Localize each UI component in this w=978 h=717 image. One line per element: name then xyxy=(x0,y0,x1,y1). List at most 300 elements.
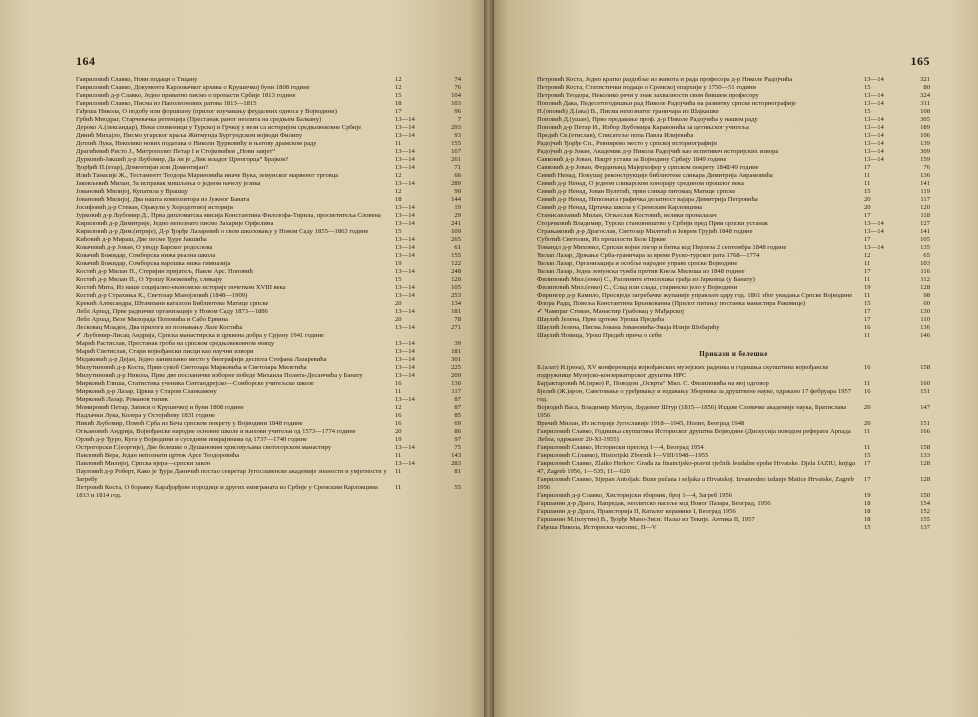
entry-volume: 16 xyxy=(864,364,871,371)
index-entry xyxy=(76,132,461,140)
entry-title: Кириловић д-р Димитрије, Једно непознато писмо Захарије Орфелина xyxy=(76,220,274,227)
entry-title: Фирингер д-р Камило, Просвједе загребачке жупаније управљен цару год. 1861 због укидања Српске Војводине xyxy=(537,292,853,299)
entry-page: 136 xyxy=(920,172,930,179)
entry-page: 158 xyxy=(920,364,930,371)
entry-volume: 13—14 xyxy=(864,100,884,107)
index-entry xyxy=(76,484,461,500)
entry-page: 135 xyxy=(920,244,930,251)
entry-page: 86 xyxy=(454,428,461,435)
entry-page: 261 xyxy=(451,156,461,163)
entry-volume: 15 xyxy=(864,188,871,195)
entry-page: 144 xyxy=(451,196,461,203)
index-entry xyxy=(537,236,930,244)
index-entry xyxy=(76,212,461,220)
entry-page: 105 xyxy=(920,236,930,243)
entry-volume: 16 xyxy=(864,324,871,331)
index-entry xyxy=(537,460,930,476)
entry-volume: 11 xyxy=(395,468,402,475)
entry-volume: 13—14 xyxy=(395,204,415,211)
index-list-left xyxy=(76,76,461,500)
entry-title: Грбић Миодраг, Старчевачка ретенција (Престанак раног неолита на средњем Балкану) xyxy=(76,116,322,123)
entry-title: Поповић Дака, Педесетогодишњи рад Николе Радојчића на развитку српске историографије xyxy=(537,100,797,107)
entry-volume: 13—14 xyxy=(864,148,884,155)
entry-title: Дурковић-Јакшић д-р Љубомир, Да ли је „Лик младог Црногорца“ Брајков? xyxy=(76,156,289,163)
index-entry xyxy=(537,100,930,108)
entry-title: Гаршанин М.(илутин) В., Ђорђе Мано-Зиси: Налаз из Текије. Антика II, 1957 xyxy=(537,516,755,523)
entry-volume: 16 xyxy=(395,380,402,387)
entry-title: Острогорски Г.(еоргије), Две белешке о Душановим хрисовуљама светогорском манастиру xyxy=(76,444,332,451)
entry-page: 143 xyxy=(451,452,461,459)
entry-page: 167 xyxy=(451,148,461,155)
entry-title: Филиповић Мил.(енко) С., Слад или слада, старинско јело у Војводини xyxy=(537,284,738,291)
entry-page: 109 xyxy=(451,228,461,235)
entry-title: Никић Љубомир, Помоћ Срба из Беча српском покрету у Војводини 1848 године xyxy=(76,420,303,427)
entry-volume: 13—14 xyxy=(395,148,415,155)
entry-page: 146 xyxy=(920,332,930,339)
entry-title: Ћелап Лазар, Организација и особље народне управе српске Војводине xyxy=(537,260,738,267)
index-entry xyxy=(537,132,930,140)
entry-page: 301 xyxy=(451,356,461,363)
entry-page: 181 xyxy=(451,348,461,355)
entry-page: 122 xyxy=(451,260,461,267)
index-entry xyxy=(76,380,461,388)
entry-page: 103 xyxy=(920,260,930,267)
index-entry xyxy=(537,260,930,268)
index-entry xyxy=(76,188,461,196)
entry-volume: 13—14 xyxy=(395,444,415,451)
entry-page: 29 xyxy=(454,212,461,219)
index-entry xyxy=(537,92,930,100)
entry-page: 305 xyxy=(920,116,930,123)
index-entry xyxy=(76,452,461,460)
index-entry xyxy=(537,220,930,228)
entry-volume: 13—14 xyxy=(864,220,884,227)
index-entry xyxy=(537,452,930,460)
entry-page: 160 xyxy=(920,380,930,387)
entry-title: Ђорђић П.(етар), Доментијан или Доментијан? xyxy=(76,164,208,171)
entry-title: Јурковић д-р Љубомир Д., Прва дипломатска мисија Константина Филозофа-Тирила, просветитеља Словена xyxy=(76,212,381,219)
entry-page: 265 xyxy=(451,236,461,243)
entry-page: 189 xyxy=(920,124,930,131)
index-entry xyxy=(76,460,461,468)
entry-volume: 20 xyxy=(864,204,871,211)
entry-title: Петровић Коста, Статистички подаци о Сремској епархији у 1750—51 години xyxy=(537,84,756,91)
entry-page: 55 xyxy=(454,484,461,491)
index-entry xyxy=(76,340,461,348)
entry-title: Б.(алат) И.(рена), XV конференција војвођанских музејских радника и годишња скупштина војвођанске подружнице Музејско-конзерваторског друштва НРС xyxy=(537,364,829,379)
entry-page: 80 xyxy=(923,84,930,91)
index-entry xyxy=(76,204,461,212)
index-entry xyxy=(76,420,461,428)
entry-volume: 17 xyxy=(864,316,871,323)
index-entry xyxy=(537,116,930,124)
entry-page: 309 xyxy=(920,148,930,155)
entry-volume: 11 xyxy=(864,180,871,187)
entry-page: 117 xyxy=(920,196,930,203)
entry-title: Гавриловић д-р Славко, Једно приватно писмо о пропасти Србије 1813 године xyxy=(76,92,296,99)
entry-title: Ковачић Божидар, Сомборска нижа реална школа xyxy=(76,252,216,259)
entry-title: Станисављевић Милан, Огњеслав Костовић, велики проналазач xyxy=(537,212,717,219)
index-entry xyxy=(76,100,461,108)
entry-title: Марић Растислав, Престанак гроба на српском средњовековном новцу xyxy=(76,340,275,347)
index-entry xyxy=(76,92,461,100)
entry-volume: 13—14 xyxy=(395,220,415,227)
entry-page: 133 xyxy=(920,452,930,459)
index-entry xyxy=(537,388,930,404)
entry-page: 134 xyxy=(451,300,461,307)
entry-title: Костић Мита, Из наше социјално-економске историје почетком XVIII века xyxy=(76,284,286,291)
entry-volume: 16 xyxy=(395,412,402,419)
entry-page: 19 xyxy=(454,204,461,211)
entry-title: ✓ Љубомир-Лисац Андрија, Српска манастирска и црквена добра у Срјему 1941 године xyxy=(76,332,324,339)
index-entry xyxy=(537,476,930,492)
entry-volume: 17 xyxy=(864,212,871,219)
entry-page: 136 xyxy=(920,324,930,331)
entry-title: Филиповић Мил.(енко) С., Разлините етнолошка грађа из Јарковца (у Банату) xyxy=(537,276,755,283)
entry-volume: 11 xyxy=(864,172,871,179)
entry-volume: 13—14 xyxy=(864,92,884,99)
index-entry xyxy=(537,500,930,508)
index-entry xyxy=(76,332,461,340)
entry-volume: 13—14 xyxy=(864,76,884,83)
index-entry xyxy=(537,108,930,116)
entry-volume: 17 xyxy=(864,268,871,275)
entry-volume: 13—14 xyxy=(395,364,415,371)
entry-volume: 19 xyxy=(864,492,871,499)
right-page xyxy=(489,0,978,717)
entry-volume: 15 xyxy=(395,92,402,99)
entry-volume: 11 xyxy=(864,292,871,299)
entry-volume: 17 xyxy=(864,460,871,467)
entry-volume: 13—14 xyxy=(864,132,884,139)
entry-title: Војводић Васа, Владимир Матула, Људевит Штур (1815—1856) Издаве Словачке академије наука, Братислава 1956 xyxy=(537,404,847,419)
entry-page: 248 xyxy=(451,268,461,275)
entry-volume: 15 xyxy=(864,452,871,459)
entry-page: 151 xyxy=(920,388,930,395)
entry-volume: 20 xyxy=(395,316,402,323)
index-entry xyxy=(76,292,461,300)
entry-volume: 13—14 xyxy=(864,244,884,251)
entry-volume: 19 xyxy=(395,260,402,267)
entry-page: 141 xyxy=(920,180,930,187)
entry-title: Лебл Арпад, Прве радничке организације у Новом Саду 1873—1886 xyxy=(76,308,268,315)
entry-volume: 15 xyxy=(864,300,871,307)
entry-volume: 13—14 xyxy=(395,252,415,259)
entry-page: 241 xyxy=(451,220,461,227)
entry-title: Медаковић д-р Дејан, Једно занимљиво место у биографији деспота Стефана Лазаревића xyxy=(76,356,327,363)
index-entry xyxy=(537,180,930,188)
index-entry xyxy=(76,76,461,84)
entry-page: 87 xyxy=(454,404,461,411)
entry-title: Павловић Вера, Један непознати цртеж Арсе Теодоровића xyxy=(76,452,240,459)
entry-title: Савковић д-р Јован, Нацрт устава за Војводину Србију 1849 године xyxy=(537,156,727,163)
entry-title: Ковачић Божидар, Сомборска варошка нижа гимназија xyxy=(76,260,231,267)
entry-title: Дероко А.(лександар), Неки споменици у Турској и Грчкој у вези са историјом средњовековне Србије xyxy=(76,124,362,131)
entry-volume: 15 xyxy=(864,524,871,531)
index-list-reviews xyxy=(537,364,930,532)
entry-title: Орлић д-р Ђуро, Куга у Војводини и суседним покрајинама од 1737—1740 године xyxy=(76,436,307,443)
entry-volume: 13—14 xyxy=(864,140,884,147)
entry-page: 155 xyxy=(920,516,930,523)
entry-volume: 13—14 xyxy=(395,268,415,275)
entry-volume: 17 xyxy=(864,308,871,315)
entry-title: Радојчић д-р Јован, Академик д-р Никола Радојчић као испитивач историјских извора xyxy=(537,148,779,155)
index-entry xyxy=(537,292,930,300)
entry-volume: 18 xyxy=(864,516,871,523)
entry-title: Флора Радц, Повеља Константина Брънкованиа (Прилог питању постанка манастира Раковице) xyxy=(537,300,806,307)
entry-page: 150 xyxy=(920,492,930,499)
entry-volume: 13—14 xyxy=(395,396,415,403)
entry-title: Стојачковић Владимир, Турско становништво у Србији пред Први српски устанак xyxy=(537,220,768,227)
index-entry xyxy=(76,268,461,276)
entry-volume: 13—14 xyxy=(395,356,415,363)
index-entry xyxy=(537,428,930,444)
index-entry xyxy=(76,148,461,156)
index-entry xyxy=(537,276,930,284)
index-entry xyxy=(76,348,461,356)
entry-title: Надлачки Лука, Колера у Остојићеву 1831 године xyxy=(76,412,215,419)
entry-volume: 11 xyxy=(395,140,402,147)
entry-volume: 13—14 xyxy=(864,228,884,235)
index-entry xyxy=(537,420,930,428)
index-entry xyxy=(537,324,930,332)
index-entry xyxy=(76,196,461,204)
section-heading: Прикази и белешке xyxy=(699,350,768,358)
index-entry xyxy=(537,364,930,380)
entry-volume: 17 xyxy=(864,164,871,171)
entry-volume: 13—14 xyxy=(395,348,415,355)
entry-volume: 13—14 xyxy=(395,156,415,163)
entry-title: Страњаковић д-р Драгослав, Светозар Милетић и Јеврем Грујић 1848 године xyxy=(537,228,753,235)
entry-page: 60 xyxy=(923,300,930,307)
entry-page: 130 xyxy=(451,380,461,387)
entry-title: Драгићевић Ристо Ј., Митрополит Петар I и Стојковићев „Нови завјет“ xyxy=(76,148,276,155)
index-entry xyxy=(76,372,461,380)
entry-volume: 13—14 xyxy=(395,244,415,251)
entry-volume: 12 xyxy=(395,172,402,179)
entry-volume: 11 xyxy=(864,332,871,339)
entry-volume: 13—14 xyxy=(395,116,415,123)
index-entry xyxy=(76,252,461,260)
entry-title: Гавриловић Славко, Документа Карловачког архива о Крушичкој буни 1808 године xyxy=(76,84,310,91)
entry-title: Лесковац Младен, Два прилога из познавању Лазе Костића xyxy=(76,324,243,331)
entry-volume: 16 xyxy=(864,388,871,395)
entry-volume: 15 xyxy=(395,228,402,235)
entry-page: 128 xyxy=(920,284,930,291)
entry-page: 108 xyxy=(920,108,930,115)
entry-title: Шаулић Јелена, Прве цртеже Уроша Предића xyxy=(537,316,665,323)
entry-page: 324 xyxy=(920,92,930,99)
entry-page: 66 xyxy=(454,172,461,179)
index-entry xyxy=(76,356,461,364)
entry-title: Крекић Александра, Штампани каталози Библиотеке Матице српске xyxy=(76,300,269,307)
index-entry xyxy=(76,428,461,436)
entry-volume: 17 xyxy=(395,108,402,115)
entry-page: 151 xyxy=(920,420,930,427)
entry-page: 119 xyxy=(920,188,930,195)
entry-page: 116 xyxy=(920,268,930,275)
index-entry xyxy=(537,148,930,156)
index-entry xyxy=(76,260,461,268)
entry-title: Мирковић д-р Лазар, Црква у Старом Сланкамену xyxy=(76,388,217,395)
entry-title: Гавриловић Славко, Stjepan Antoljak: Bune pučana i seljaka u Hrvatskoj. Izvanredno izdanje Matice Hrvatske, Zagreb 1956 xyxy=(537,476,854,491)
entry-volume: 13—14 xyxy=(395,180,415,187)
entry-page: 61 xyxy=(454,244,461,251)
entry-title: Костић д-р Милан П., Стеријин пријатељ, Павле Арс. Поповић xyxy=(76,268,253,275)
entry-volume: 18 xyxy=(395,196,402,203)
entry-page: 147 xyxy=(920,404,930,411)
entry-volume: 13—14 xyxy=(395,372,415,379)
entry-title: Гавриловић Славко, Годишња скупштина Историског друштва Војводине (Дискусија поводом реферата Арпада Лебла, одржаног 20-XI-1955) xyxy=(537,428,851,443)
entry-title: П.(оповић) Д.(ака) В., Писма непознатог граничара из Шајкашке xyxy=(537,108,719,115)
entry-title: Гађеша Никола, Историски часопис, II—V xyxy=(537,524,657,531)
index-entry xyxy=(76,236,461,244)
entry-page: 321 xyxy=(920,76,930,83)
entry-page: 103 xyxy=(451,100,461,107)
index-entry xyxy=(537,404,930,420)
entry-volume: 13—14 xyxy=(395,284,415,291)
entry-title: Кириловић д-р Дим.(итрије), Д-р Ђорђе Лазаревић о свом школовању у Новом Саду 1855—1863 године xyxy=(76,228,369,235)
index-entry xyxy=(537,300,930,308)
entry-title: Гавриловић Славко, Историски преглед 1—4, Београд 1954 xyxy=(537,444,704,451)
entry-title: Гавриловић д-р Славко, Хисторијски зборник, број 1—4, Загреб 1956 xyxy=(537,492,733,499)
index-entry xyxy=(537,244,930,252)
entry-volume: 12 xyxy=(395,84,402,91)
index-entry xyxy=(76,124,461,132)
entry-page: 90 xyxy=(454,188,461,195)
index-entry xyxy=(537,524,930,532)
entry-volume: 12 xyxy=(395,76,402,83)
entry-page: 39 xyxy=(454,340,461,347)
entry-title: Ковачевић д-р Јован, О уводу Барског родослова xyxy=(76,244,213,251)
entry-title: Јосифовић д-р Стеван, Оракули у Херодотовој историји xyxy=(76,204,233,211)
index-entry xyxy=(537,492,930,500)
index-entry xyxy=(537,252,930,260)
entry-page: 118 xyxy=(920,212,930,219)
entry-title: Лебл Арпад, Везе Милорада Поповића и Сабо Ервина xyxy=(76,316,228,323)
entry-title: Предић Св.(етислав), Списатеље попа Павла Илијевића xyxy=(537,132,694,139)
entry-title: Гавриловић Славко, Нови подаци о Тицану xyxy=(76,76,198,83)
index-entry xyxy=(537,124,930,132)
entry-volume: 13—14 xyxy=(395,460,415,467)
entry-volume: 11 xyxy=(395,452,402,459)
entry-title: Кићовић д-р Мираш, Две песме Ђуре Јакшића xyxy=(76,236,207,243)
entry-title: Динић Михајло, Писмо угарског краља Жигмунда Бургундском војводи Филипу xyxy=(76,132,303,139)
entry-title: Гавриловић Славко, Писма из Наполеонових ратова 1813—1815 xyxy=(76,100,257,107)
index-entry xyxy=(76,284,461,292)
entry-volume: 15 xyxy=(864,108,871,115)
entry-page: 158 xyxy=(920,444,930,451)
index-entry xyxy=(537,204,930,212)
entry-page: 154 xyxy=(920,500,930,507)
index-entry xyxy=(76,316,461,324)
entry-title: Павловић Милијој, Српска вјера—српски закон xyxy=(76,460,211,467)
page-number-left: 164 xyxy=(76,54,96,68)
index-entry xyxy=(537,516,930,524)
entry-volume: 11 xyxy=(395,388,402,395)
entry-page: 209 xyxy=(451,372,461,379)
entry-volume: 18 xyxy=(864,500,871,507)
entry-volume: 20 xyxy=(864,196,871,203)
entry-title: Гавриловић Славко, Zlatko Herkov: Građa za financijsko-pravni rječnik feudalne epohe Hrvatske. Djela JAZIU, knjiga 47, Zagreb 1956, 1—535; 11—620 xyxy=(537,460,856,475)
entry-page: 120 xyxy=(451,276,461,283)
index-entry xyxy=(76,108,461,116)
entry-volume: 13—14 xyxy=(864,156,884,163)
entry-title: Симић д-р Ненад, Цртачка школа у Сремским Карловцима xyxy=(537,204,702,211)
entry-volume: 11 xyxy=(864,260,871,267)
entry-title: Гађеша Никола, О подобу или форшпану (прилог изучавању феудалних односа у Војводини) xyxy=(76,108,337,115)
entry-page: 120 xyxy=(920,204,930,211)
entry-volume: 13—14 xyxy=(395,212,415,219)
entry-title: Петровић Коста, Једно кратко раздобље из живота и рада професора д-р Николе Радојчића xyxy=(537,76,793,83)
entry-title: Шаулић Новица, Урош Предић прича о себи xyxy=(537,332,662,339)
entry-page: 141 xyxy=(920,228,930,235)
entry-title: Марић Светислав, Стари војвођански писци као научни извори xyxy=(76,348,254,355)
entry-title: Јаковљевић Милан, За исправак мишљења о једном начелу језика xyxy=(76,180,261,187)
index-entry xyxy=(537,212,930,220)
index-entry xyxy=(537,308,930,316)
entry-page: 76 xyxy=(923,164,930,171)
entry-volume: 15 xyxy=(395,276,402,283)
entry-title: Суботић Светолик, Из прошлости Беле Цркве xyxy=(537,236,666,243)
entry-page: 127 xyxy=(920,220,930,227)
entry-volume: 20 xyxy=(864,404,871,411)
entry-title: Гаршанин д-р Драга, Праисторија II, Каталог керамике I, Београд 1956 xyxy=(537,508,736,515)
entry-page: 110 xyxy=(920,316,930,323)
index-entry xyxy=(76,84,461,92)
entry-title: Илић Танасије Ж., Тестаментт Теодора Мариновића иначе Вука, земунског марвеног трговца xyxy=(76,172,339,179)
index-entry xyxy=(76,412,461,420)
entry-title: Радојчић Ђорђе Сп., Ревнирево место у српској историографији xyxy=(537,140,717,147)
entry-volume: 13—14 xyxy=(395,132,415,139)
index-entry xyxy=(76,324,461,332)
entry-title: Дотлић Лука, Неколико нових података о Николи Ђурковићу и његову драмском раду xyxy=(76,140,317,147)
index-entry xyxy=(76,228,461,236)
entry-page: 253 xyxy=(451,292,461,299)
entry-volume: 20 xyxy=(864,420,871,427)
entry-title: Огњановић Андрија, Војвођанске народне основне школе и њихови учитељи од 1573—1774 године xyxy=(76,428,356,435)
index-entry xyxy=(537,196,930,204)
entry-title: Савковић д-р Јован, Фердинанд Мајерхофер у српском покрету 1848/49 године xyxy=(537,164,759,171)
entry-volume: 11 xyxy=(864,276,871,283)
entry-volume: 13—14 xyxy=(395,164,415,171)
entry-title: Симић Ненад, Покушај реконструкције библиотеке сликара Димитрија Аврамовића xyxy=(537,172,773,179)
entry-page: 104 xyxy=(451,92,461,99)
entry-volume: 13—14 xyxy=(864,124,884,131)
entry-page: 75 xyxy=(454,444,461,451)
index-entry xyxy=(76,364,461,372)
index-entry xyxy=(537,164,930,172)
entry-volume: 12 xyxy=(395,188,402,195)
entry-page: 130 xyxy=(920,308,930,315)
entry-volume: 13—14 xyxy=(395,308,415,315)
index-entry xyxy=(76,244,461,252)
entry-volume: 11 xyxy=(395,484,402,491)
entry-page: 152 xyxy=(920,508,930,515)
entry-title: Поповић Д.(ушан), Прво предавање проф. д-р Николе Радојчића у нашем раду xyxy=(537,116,758,123)
entry-volume: 16 xyxy=(395,420,402,427)
index-entry xyxy=(76,172,461,180)
index-entry xyxy=(537,332,930,340)
entry-page: 96 xyxy=(454,108,461,115)
index-entry xyxy=(537,172,930,180)
index-entry xyxy=(76,180,461,188)
entry-title: Костић д-р Страхиња К., Светозар Манојловић (1848—1909) xyxy=(76,292,248,299)
index-entry xyxy=(76,300,461,308)
index-entry xyxy=(537,228,930,236)
index-entry xyxy=(76,140,461,148)
entry-page: 139 xyxy=(920,140,930,147)
